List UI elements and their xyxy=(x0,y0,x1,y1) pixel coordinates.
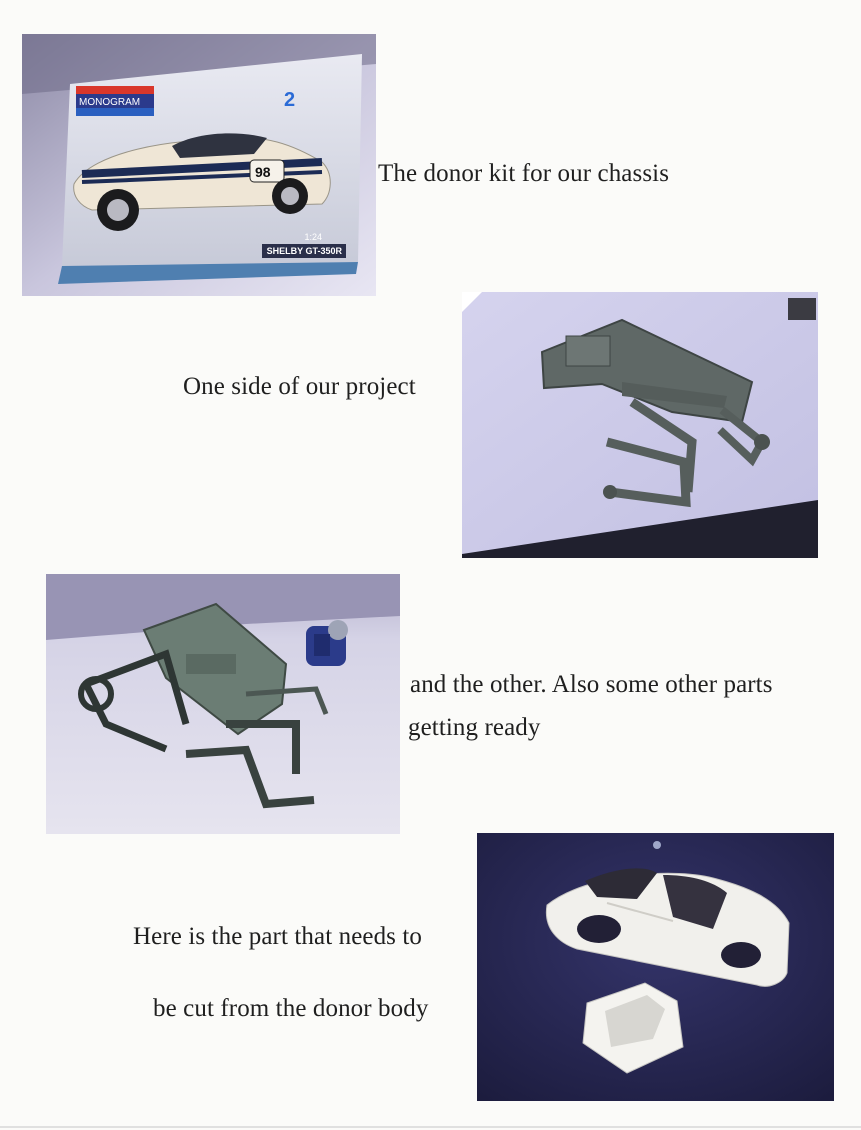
box-series-number: 2 xyxy=(284,89,296,111)
caption-other-side-line-1: and the other. Also some other parts xyxy=(410,671,773,698)
donor-body-photo xyxy=(477,833,834,1101)
chassis-other-side-photo xyxy=(46,574,400,834)
box-brand-label: MONOGRAM xyxy=(79,97,141,108)
page-bottom-edge xyxy=(0,1126,861,1128)
chassis-side-one-photo xyxy=(462,292,818,558)
kit-box-photo xyxy=(22,34,376,296)
chassis-and-engine-parts-photo-icon xyxy=(46,574,400,834)
caption-donor-kit: The donor kit for our chassis xyxy=(378,160,670,187)
caption-donor-body-line-2: be cut from the donor body xyxy=(153,995,429,1022)
white-car-body-photo-icon xyxy=(477,833,834,1101)
caption-one-side: One side of our project xyxy=(183,373,416,400)
caption-donor-body-line-1: Here is the part that needs to xyxy=(133,923,423,950)
box-model-label: SHELBY GT-350R xyxy=(266,246,342,256)
box-car-number: 98 xyxy=(255,164,271,180)
caption-other-side-line-2: getting ready xyxy=(408,714,541,741)
model-kit-box-photo-icon xyxy=(22,34,376,296)
box-scale-label: 1:24 xyxy=(304,232,322,242)
chassis-parts-photo-icon xyxy=(462,292,818,558)
